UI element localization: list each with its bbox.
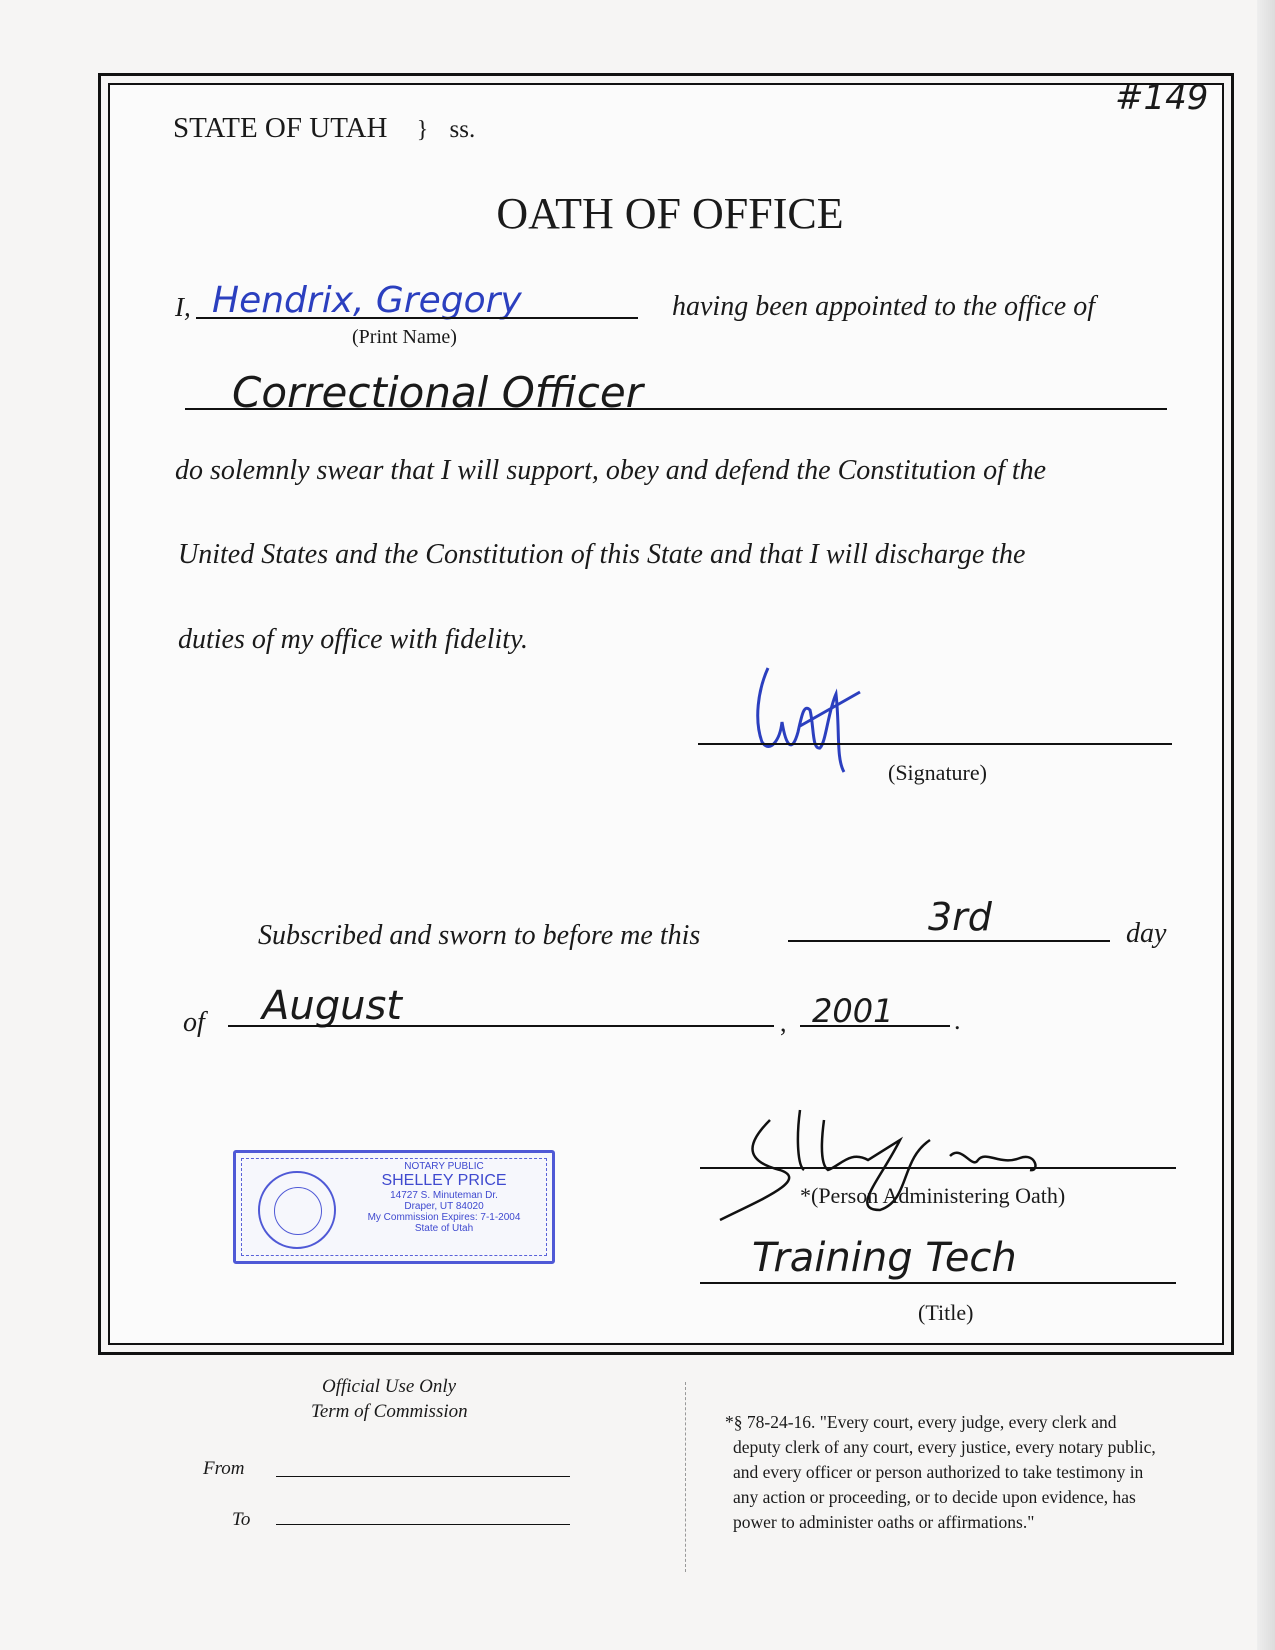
year-line — [800, 1025, 950, 1027]
page-title: OATH OF OFFICE — [496, 189, 844, 238]
footnote-line-5: power to administer oaths or affirmations." — [733, 1512, 1035, 1532]
stamp-line-3: 14727 S. Minuteman Dr. — [390, 1190, 498, 1201]
month-line — [228, 1025, 774, 1027]
state-seal — [258, 1171, 336, 1249]
stamp-line-1: NOTARY PUBLIC — [404, 1161, 484, 1172]
state-name: STATE OF UTAH — [173, 112, 388, 144]
from-line — [276, 1476, 570, 1477]
administrator-label: *(Person Administering Oath) — [800, 1183, 1066, 1208]
footnote-line-3: and every officer or person authorized to take testimony in — [733, 1462, 1144, 1482]
sworn-text: Subscribed and sworn to before me this — [258, 920, 701, 951]
to-label: To — [232, 1509, 251, 1530]
day-value: 3rd — [928, 895, 992, 939]
year-period: . — [954, 1006, 961, 1035]
footnote-line-1: *§ 78-24-16. "Every court, every judge, every clerk and — [725, 1412, 1117, 1432]
footnote-line-4: any action or proceeding, or to decide upon evidence, has — [733, 1487, 1136, 1507]
title-label: (Title) — [918, 1300, 974, 1325]
oath-prefix: I, — [175, 292, 191, 322]
statute-footnote — [725, 1410, 1156, 1535]
office-value: Correctional Officer — [232, 368, 643, 417]
stamp-line-4: Draper, UT 84020 — [404, 1201, 484, 1212]
column-divider — [685, 1382, 686, 1572]
official-use-heading: Official Use Only — [322, 1376, 457, 1397]
term-heading: Term of Commission — [311, 1401, 468, 1422]
seal-center — [274, 1187, 322, 1235]
stamp-line-6: State of Utah — [414, 1223, 474, 1234]
title-value: Training Tech — [752, 1235, 1017, 1281]
handwritten-signature — [740, 650, 900, 780]
stamp-line-5: My Commission Expires: 7-1-2004 — [367, 1212, 521, 1223]
print-name-line — [196, 317, 638, 319]
from-label: From — [203, 1458, 245, 1479]
page-edge — [1257, 0, 1275, 1650]
title-line — [700, 1282, 1176, 1284]
administrator-signature — [700, 1100, 1080, 1230]
administrator-line — [700, 1167, 1176, 1169]
oath-body-line-3: duties of my office with fidelity. — [178, 624, 528, 655]
day-line — [788, 940, 1110, 942]
record-number: #149 — [1115, 78, 1209, 118]
signature-label: (Signature) — [888, 760, 987, 785]
appointed-text: having been appointed to the office of — [672, 291, 1096, 322]
print-name-label: (Print Name) — [352, 326, 457, 348]
day-label: day — [1126, 918, 1167, 949]
month-value: August — [262, 983, 402, 1029]
stamp-text — [344, 1161, 544, 1234]
to-line — [276, 1524, 570, 1525]
date-comma: , — [780, 1008, 787, 1037]
oath-body-line-1: do solemnly swear that I will support, obey and defend the Constitution of the — [175, 455, 1047, 486]
notary-stamp — [233, 1150, 555, 1264]
brace: } — [416, 117, 429, 143]
print-name-value: Hendrix, Gregory — [212, 280, 522, 321]
office-line — [185, 408, 1167, 410]
ss-abbrev: ss. — [449, 116, 476, 143]
year-value: 2001 — [812, 992, 894, 1030]
signature-line — [698, 743, 1172, 745]
footnote-line-2: deputy clerk of any court, every justice, every notary public, — [733, 1437, 1156, 1457]
stamp-line-2: SHELLEY PRICE — [381, 1172, 507, 1189]
state-label — [173, 112, 475, 145]
oath-body-line-2: United States and the Constitution of this State and that I will discharge the — [178, 539, 1026, 570]
of-label: of — [183, 1007, 205, 1038]
